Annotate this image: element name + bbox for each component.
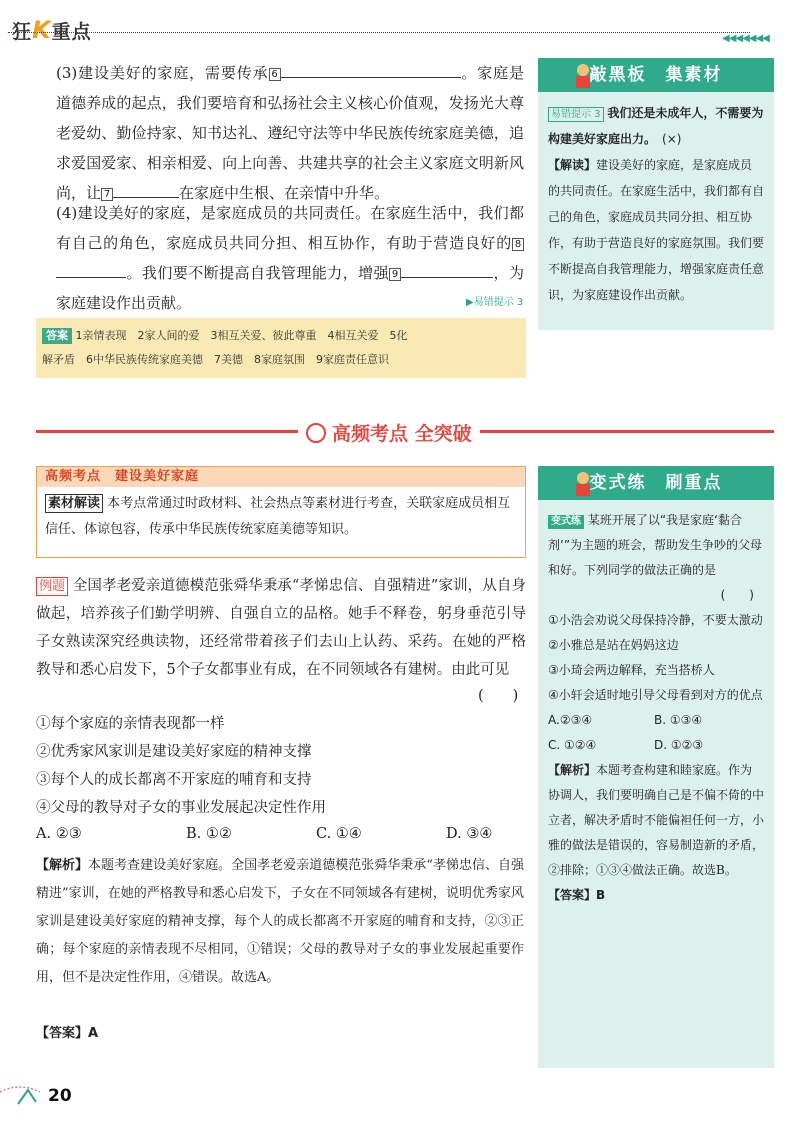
paragraph-4: (4)建设美好的家庭，是家庭成员的共同责任。在家庭生活中，我们都有自己的角色，家庭成员共同分担、相互协作，有助于营造良好的 8。我们要不断提高自我管理能力，增强 9 ，为家庭建设作出贡献。: [56, 204, 524, 312]
side-panel-variant: 变式练 刷重点 变式练 某班开展了以“我是家庭‘黏合剂’”为主题的班会，帮助发生争吵的父母和好。下列同学的做法正确的是 ( ) ①小浩会劝说父母保持冷静，不要太激动 ②小雅总是站在妈妈这边 ③小琦会两边解释，充当搭桥人 ④小轩会适时地引导父母看到对方的优点 A.②③④ B. ①③④ C. ①②④ D. ①②③ 【解析】本题考查构建和睦家庭。作为协调人，我们要明确自己是不偏不倚的中立者，解决矛盾时不能偏袒任何一方，小雅的做法是错误的，容易制造新的矛盾，②排除；①③④做法正确。故选B。 【答案】B: [538, 466, 774, 1068]
page-corner-decoration: [0, 1082, 90, 1112]
statement-2: ②小雅总是站在妈妈这边: [548, 638, 679, 652]
option-c: C. ①②④: [548, 738, 597, 752]
option-b: B. ①③④: [654, 713, 703, 727]
answer-paren: ( ): [478, 688, 519, 704]
side-panel-header: 变式练 刷重点: [538, 466, 774, 500]
answer-box: [36, 318, 526, 378]
side-panel-header: 敲黑板 集素材: [538, 58, 774, 92]
section-banner: 高频考点 全突破: [298, 419, 480, 446]
material-tag: 素材解读: [45, 494, 103, 513]
teacher-icon: [570, 470, 596, 498]
blank-number-9: 9: [389, 268, 401, 281]
topic-box: 高频考点 建设美好家庭 素材解读 本考点常通过时政材料、社会热点等素材进行考查，关联家庭成员相互信任、体谅包容，传承中华民族传统家庭美德等知识。: [36, 466, 526, 558]
paragraph-3: (3)建设美好的家庭，需要传承 6 。家庭是道德养成的起点，我们要培育和弘扬社会主义核心价值观，发扬光大尊老爱幼、勤俭持家、知书达礼、遵纪守法等中华民族传统家庭美德，追求爱国爱家、相亲相爱、向上向善、共建共享的社会主义家庭文明新风尚，让 7 在家庭中生根、在亲情中升华。: [56, 64, 524, 202]
side-panel-blackboard: 敲黑板 集素材 易错提示 3 我们还是未成年人，不需要为构建美好家庭出力。 (×) 【解读】建设美好的家庭，是家庭成员的共同责任。在家庭生活中，我们都有自己的角色，家庭成员共同分担、相互协作，有助于营造良好的家庭氛围。我们要不断提高自我管理能力，增强家庭责任意识，为家庭建设作出贡献。: [538, 58, 774, 330]
variant-tag: 变式练: [548, 515, 584, 529]
statement-3: ③小琦会两边解释，充当搭桥人: [548, 663, 715, 677]
answer-line-1: 1亲情表现 2家人间的爱 3相互关爱、彼此尊重 4相互关爱 5化: [75, 329, 408, 342]
arrow-decoration: ◀◀◀◀◀◀◀: [722, 33, 769, 44]
example-analysis: 【解析】本题考查建设美好家庭。全国孝老爱亲道德模范张舜华秉承“孝悌忠信、自强精进”家训，在她的严格教导和悉心启发下，子女在不同领域各有建树，说明优秀家风家训是建设美好家庭的精神支撑，每个人的成长都离不开家庭的哺育和支持，②③正确；每个家庭的亲情表现不尽相同，①错误；父母的教导对子女的事业发展起重要作用，但不是决定性作用，④错误。故选A。: [36, 858, 524, 985]
variant-answer: 【答案】B: [548, 888, 606, 902]
fill-blank-7: [113, 182, 179, 198]
answer-paren: ( ): [720, 588, 754, 602]
error-hint-tag: 易错提示 3: [548, 107, 604, 122]
example-tag: 例题: [36, 577, 68, 596]
statement-2: ②优秀家风家训是建设美好家庭的精神支撑: [36, 744, 312, 760]
answer-line-2: 解矛盾 6中华民族传统家庭美德 7美德 8家庭氛围 9家庭责任意识: [42, 353, 389, 366]
statement-3: ③每个人的成长都离不开家庭的哺育和支持: [36, 772, 312, 788]
brand-logo: 狂K重点: [12, 16, 92, 44]
variant-analysis: 本题考查构建和睦家庭。作为协调人，我们要明确自己是不偏不倚的中立者，解决矛盾时不能偏袒任何一方，小雅的做法是错误的，容易制造新的矛盾，②排除；①③④做法正确。故选B。: [548, 763, 765, 877]
answer-tag: 答案: [42, 328, 72, 344]
interpretation-text: 建设美好的家庭，是家庭成员的共同责任。在家庭生活中，我们都有自己的角色，家庭成员共同分担、相互协作，有助于营造良好的家庭氛围。我们要不断提高自我管理能力，增强家庭责任意识，为家庭建设作出贡献。: [548, 158, 765, 302]
example-answer: 【答案】A: [36, 1026, 99, 1041]
option-a: A. ②③: [36, 826, 82, 842]
option-d: D. ③④: [446, 826, 493, 842]
blank-number-8: 8: [512, 238, 524, 251]
fill-blank-6: [281, 62, 461, 78]
statement-1: ①每个家庭的亲情表现都一样: [36, 716, 225, 732]
fill-blank-9: [401, 262, 493, 278]
target-icon: [306, 423, 326, 443]
option-a: A.②③④: [548, 713, 593, 727]
option-d: D. ①②③: [654, 738, 704, 752]
teacher-icon: [570, 62, 596, 90]
option-b: B. ①②: [186, 826, 232, 842]
page-number: 20: [48, 1086, 72, 1106]
blank-number-7: 7: [101, 188, 113, 201]
option-c: C. ①④: [316, 826, 362, 842]
fill-blank-8: [56, 262, 126, 278]
wrong-mark: (×): [662, 132, 682, 146]
statement-4: ④小轩会适时地引导父母看到对方的优点: [548, 688, 763, 702]
header-divider: [8, 32, 750, 33]
error-hint-link[interactable]: ▶易错提示 3: [466, 297, 524, 308]
statement-1: ①小浩会劝说父母保持冷静，不要太激动: [548, 613, 763, 627]
topic-title: 高频考点 建设美好家庭: [37, 467, 525, 487]
blank-number-6: 6: [269, 68, 281, 81]
example-stem: 例题 全国孝老爱亲道德模范张舜华秉承“孝悌忠信、自强精进”家训，从自身做起，培养孩子们勤学明辨、自强自立的品格。她手不释卷，躬身垂范引导子女熟读深究经典读物，还经常带着孩子们去山上认药、采药。在她的严格教导和悉心启发下，5个子女都事业有成，在不同领域各有建树。由此可见: [36, 578, 527, 678]
statement-4: ④父母的教导对子女的事业发展起决定性作用: [36, 800, 326, 816]
